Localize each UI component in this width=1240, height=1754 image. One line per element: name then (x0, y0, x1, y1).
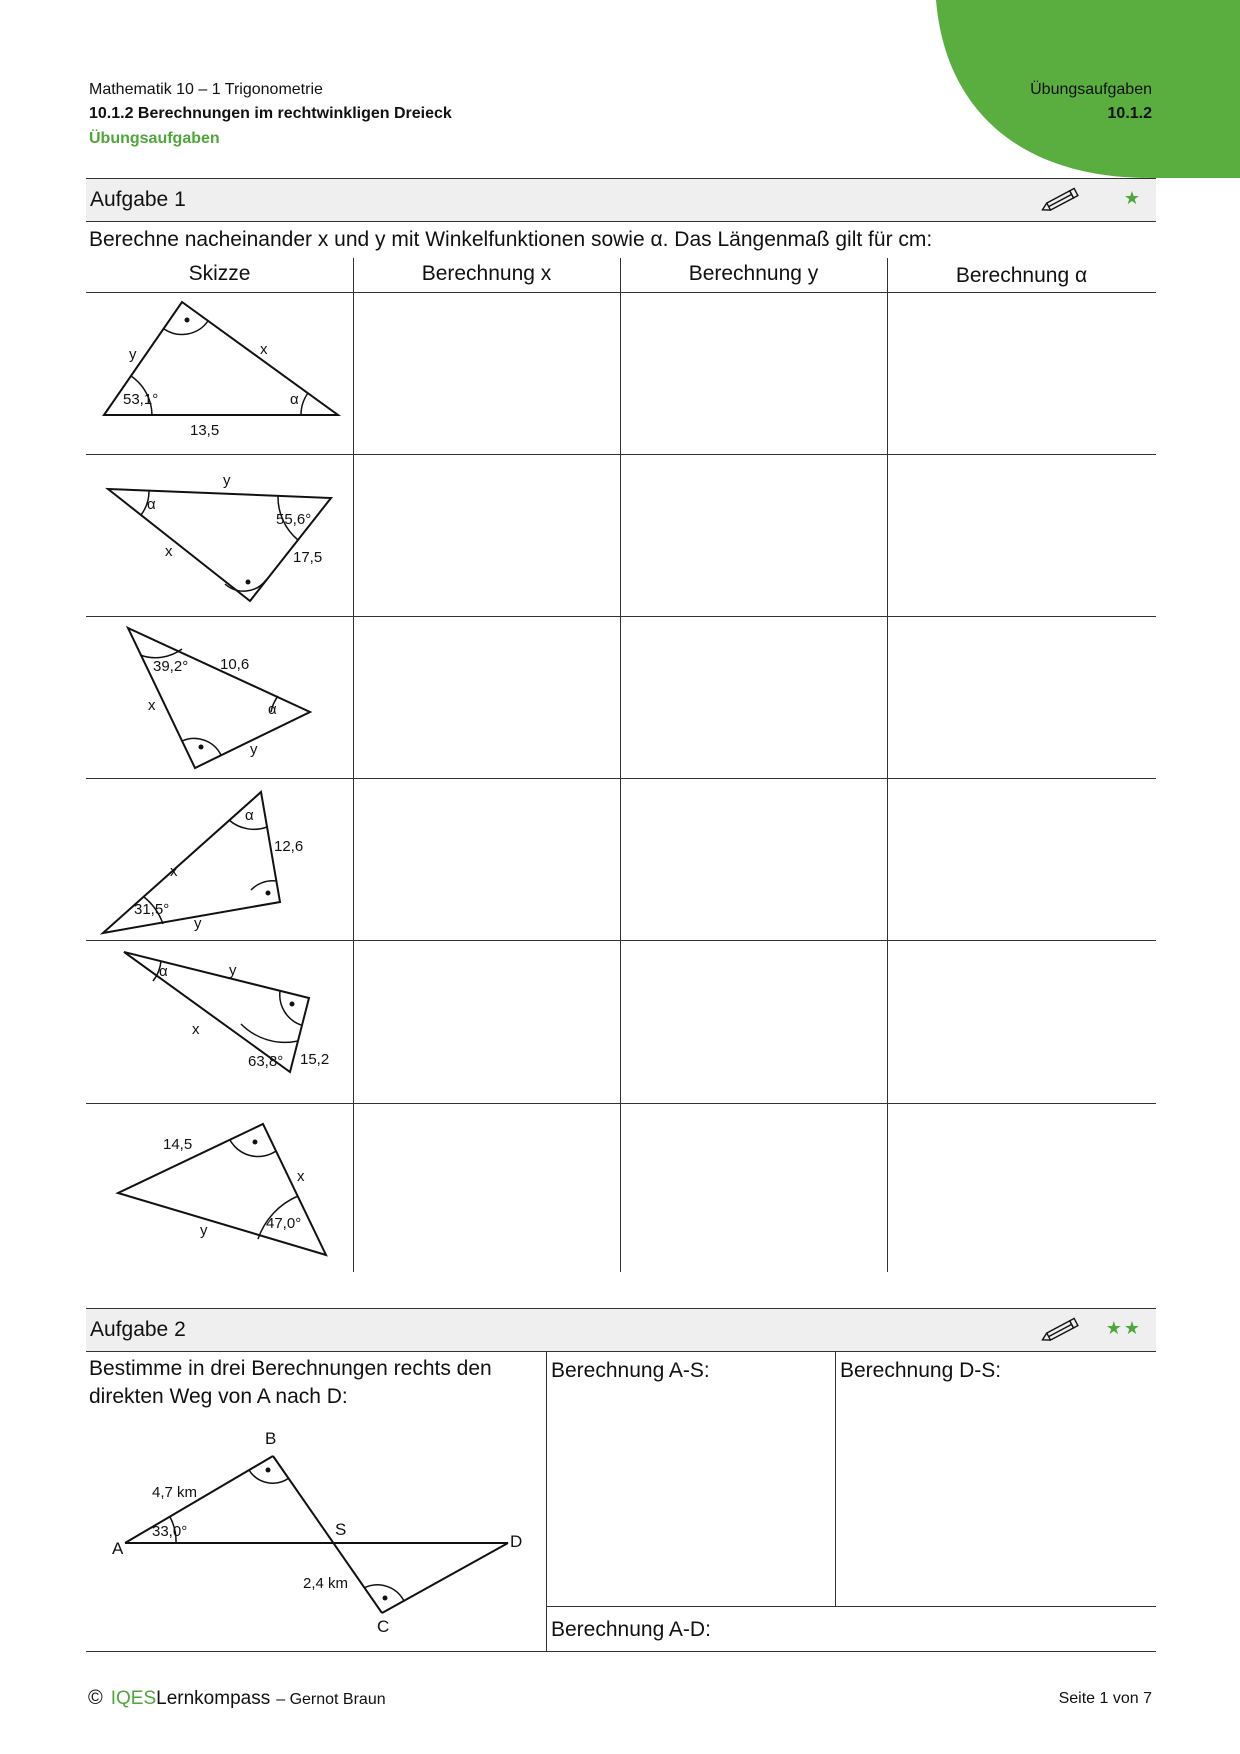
triangle-sketch-4 (86, 778, 353, 940)
alpha-label: α (245, 807, 254, 824)
brand-iqes: IQES (110, 1688, 157, 1709)
side-x-label: x (165, 543, 173, 560)
side-x-label: x (170, 863, 178, 880)
column-divider (546, 1352, 547, 1652)
task2-header (86, 1308, 1156, 1352)
column-header-calc-alpha: Berechnung α (955, 264, 1088, 287)
footer-author: – Gernot Braun (276, 1691, 386, 1708)
side-y-label: y (223, 472, 231, 489)
angle-label: 53,1° (123, 391, 159, 408)
column-divider (887, 258, 888, 1272)
alpha-label: α (268, 701, 277, 718)
triangle-sketch-5 (86, 940, 353, 1102)
side-x-label: x (192, 1021, 200, 1038)
side-sc-label: 2,4 km (303, 1575, 349, 1592)
angle-label: 33,0° (152, 1523, 188, 1540)
column-divider (353, 258, 354, 1272)
alpha-label: α (159, 963, 168, 980)
side-label: 15,2 (300, 1051, 330, 1068)
row-divider (546, 1606, 1156, 1607)
side-label: 12,6 (274, 838, 304, 855)
task1-header (86, 178, 1156, 222)
triangle-sketch-3 (86, 616, 353, 778)
calc-as-label: Berechnung A-S: (551, 1359, 710, 1382)
calc-ad-label: Berechnung A-D: (551, 1618, 711, 1641)
side-y-label: y (229, 962, 237, 979)
header-right-number: 10.1.2 (1107, 105, 1152, 122)
header-right-label: Übungsaufgaben (1030, 81, 1152, 98)
header-subject: Mathematik 10 – 1 Trigonometrie (89, 81, 323, 98)
angle-label: 39,2° (153, 658, 189, 675)
column-header-sketch: Skizze (188, 262, 251, 285)
column-header-calc-y: Berechnung y (688, 262, 819, 285)
calc-ds-label: Berechnung D-S: (840, 1359, 1002, 1382)
pencil-icon (1039, 185, 1083, 215)
point-s-label: S (335, 1520, 347, 1539)
point-c-label: C (377, 1617, 390, 1636)
column-header-calc-x: Berechnung x (421, 262, 552, 285)
side-x-label: x (260, 341, 268, 358)
angle-label: 31,5° (134, 901, 170, 918)
header-topic: 10.1.2 Berechnungen im rechtwinkligen Dreieck (89, 105, 452, 122)
side-y-label: y (200, 1222, 208, 1239)
triangle-sketch-2 (86, 454, 353, 616)
task1-instruction: Berechne nacheinander x und y mit Winkelfunktionen sowie α. Das Längenmaß gilt für cm: (89, 228, 933, 251)
side-label: 17,5 (293, 549, 323, 566)
route-figure (100, 1420, 540, 1640)
triangle-sketch-6 (86, 1103, 353, 1265)
side-y-label: y (194, 915, 202, 932)
side-y-label: y (250, 741, 258, 758)
column-divider (620, 258, 621, 1272)
task2-instruction: Bestimme in drei Berechnungen rechts den direkten Weg von A nach D: (89, 1357, 492, 1408)
angle-label: 47,0° (266, 1215, 302, 1232)
brand-lernkompass: Lernkompass (156, 1688, 271, 1709)
alpha-label: α (290, 391, 299, 408)
side-label: 13,5 (190, 422, 220, 439)
footer-brand (88, 1687, 386, 1710)
angle-label: 55,6° (276, 511, 312, 528)
task2-title: Aufgabe 2 (90, 1318, 186, 1341)
side-label: 14,5 (163, 1136, 193, 1153)
point-a-label: A (112, 1539, 124, 1558)
alpha-label: α (147, 496, 156, 513)
difficulty-stars: ★★ (1105, 1318, 1142, 1338)
table-bottom-rule (86, 1651, 1156, 1652)
column-divider (835, 1352, 836, 1607)
difficulty-stars: ★ (1123, 188, 1142, 208)
header-section: Übungsaufgaben (89, 130, 220, 147)
side-label: 10,6 (220, 656, 250, 673)
side-x-label: x (148, 697, 156, 714)
task1-title: Aufgabe 1 (90, 188, 186, 211)
triangle-sketch-1 (86, 292, 353, 454)
side-x-label: x (297, 1168, 305, 1185)
page-number: Seite 1 von 7 (1058, 1690, 1152, 1707)
point-d-label: D (510, 1532, 523, 1551)
point-b-label: B (265, 1429, 277, 1448)
pencil-icon (1039, 1315, 1083, 1345)
side-ab-label: 4,7 km (152, 1484, 198, 1501)
side-y-label: y (129, 346, 137, 363)
angle-label: 63,8° (248, 1053, 284, 1070)
copyright-symbol: © (88, 1687, 103, 1709)
